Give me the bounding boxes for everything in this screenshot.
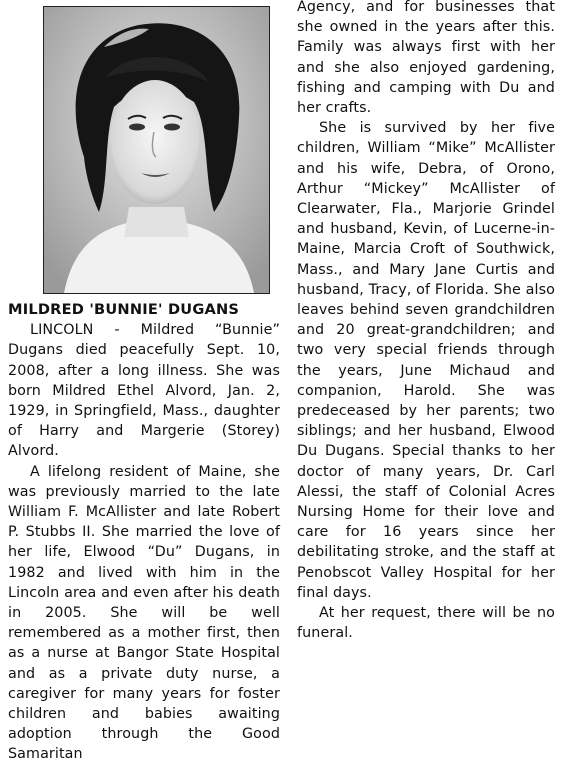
obituary-paragraph: She is survived by her five children, William “Mike” McAllister and his wife, Debra, of Orono, Arthur “Mickey” McAllister of Clearwater, Fla., Marjorie Grindel and husband, Kevin, of Lucerne-in-Maine, Marcia Croft of Southwick, Mass., and Mary Jane Curtis and husband, Tracy, of Florida. She also leaves behind seven grandchildren and 20 great-grandchildren; and two very special friends through the years, June Michaud and companion, Harold. She was predeceased by her parents; two siblings; and her husband, Elwood Du Dugans. Special thanks to her doctor of many years, Dr. Carl Alessi, the staff of Colonial Acres Nursing Home for their love and care for 16 years since her debilitating stroke, and the staff at Penobscot Valley Hospital for her final days. (297, 120, 555, 601)
obituary-left-column (8, 300, 280, 765)
obituary-paragraph: A lifelong resident of Maine, she was previously married to the late William F. McAllister and late Robert P. Stubbs II. She married the love of her life, Elwood “Du” Dugans, in 1982 and lived with him in the Lincoln area and even after his death in 2005. She will be well remembered as a mother first, then as a nurse at Bangor State Hospital and as a private duty nurse, a caregiver for many years for foster children and babies awaiting adoption through the Good Samaritan (8, 463, 280, 763)
portrait-image (44, 7, 269, 293)
portrait-photo (43, 6, 270, 294)
obituary-paragraph: Agency, and for businesses that she owned in the years after this. Family was always first with her and she also enjoyed gardening, fishing and camping with Du and her crafts. (297, 0, 555, 117)
obituary-paragraph: At her request, there will be no funeral. (297, 605, 555, 642)
obituary-name-heading: MILDRED 'BUNNIE' DUGANS (8, 301, 240, 318)
obituary-paragraph: LINCOLN - Mildred “Bunnie” Dugans died peacefully Sept. 10, 2008, after a long illness. She was born Mildred Ethel Alvord, Jan. 2, 1929, in Springfield, Mass., daughter of Harry and Margerie (Storey) Alvord. (8, 322, 280, 460)
obituary-right-column (297, 0, 555, 644)
